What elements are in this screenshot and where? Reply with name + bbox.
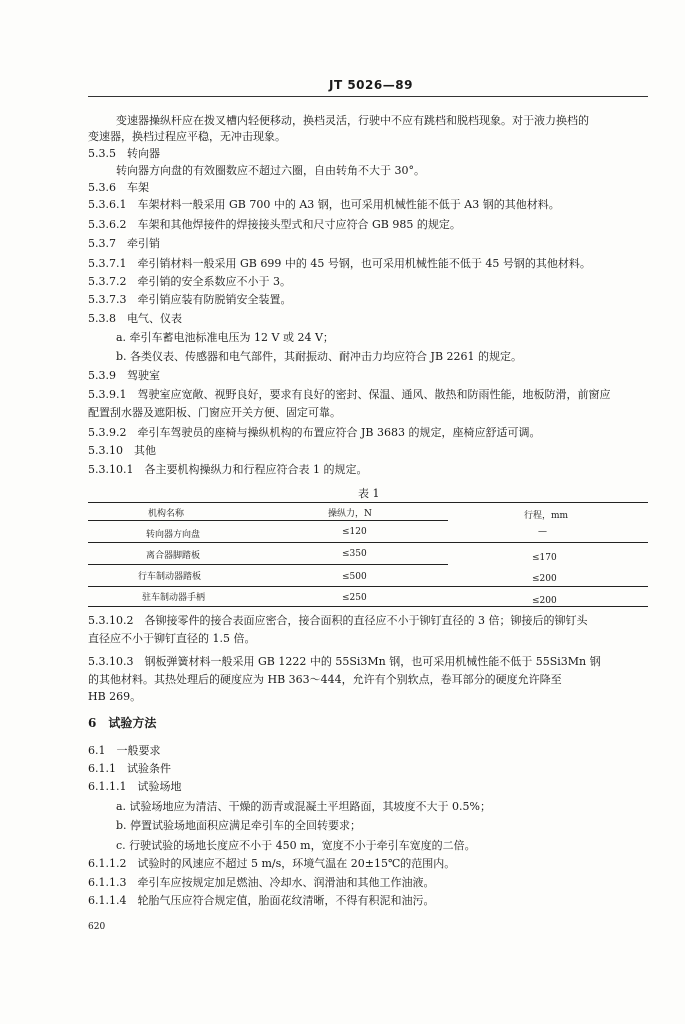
list-item: a. 牵引车蓄电池标准电压为 12 V 或 24 V； [116, 331, 334, 344]
table-rule [88, 606, 648, 607]
text-line: 变速器操纵杆应在拨叉槽内轻便移动，换档灵活，行驶中不应有跳档和脱档现象。对于液力换档的 [116, 114, 589, 127]
section-heading: 5.3.7 牵引销 [88, 237, 160, 250]
text-line: HB 269。 [88, 690, 142, 703]
clause: 5.3.9.1 驾驶室应宽敞、视野良好，要求有良好的密封、保温、通风、散热和防雨性能，地板防滑，前窗应 [88, 388, 611, 401]
header-rule [88, 96, 648, 97]
page-number: 620 [88, 922, 106, 932]
table-cell: 离合器脚踏板 [146, 551, 201, 561]
table-cell: 转向器方向盘 [146, 530, 201, 540]
clause: 5.3.7.3 牵引销应装有防脱销安全装置。 [88, 293, 292, 306]
table-cell: — [538, 527, 547, 537]
clause: 5.3.7.1 牵引销材料一般采用 GB 699 中的 45 号钢，也可采用机械性能不低于 45 号钢的其他材料。 [88, 257, 591, 270]
table-cell: ≤200 [532, 596, 557, 606]
table-rule [88, 520, 448, 521]
section-heading: 5.3.10 其他 [88, 444, 156, 457]
text-line: 的其他材料。其热处理后的硬度应为 HB 363～444，允许有个别软点，卷耳部分的硬度允许降至 [88, 673, 562, 686]
table-rule [88, 586, 648, 587]
clause: 5.3.10.1 各主要机构操纵力和行程应符合表 1 的规定。 [88, 463, 368, 476]
table-header: 操纵力，N [328, 509, 372, 519]
list-item: c. 行驶试验的场地长度应不小于 450 m，宽度不小于牵引车宽度的二倍。 [116, 839, 476, 852]
table-rule [88, 564, 448, 565]
text-line: 配置刮水器及遮阳板、门窗应开关方便、固定可靠。 [88, 406, 341, 419]
clause: 5.3.9.2 牵引车驾驶员的座椅与操纵机构的布置应符合 JB 3683 的规定，座椅应舒适可调。 [88, 426, 541, 439]
table-rule [88, 502, 648, 503]
section-heading: 6.1.1.1 试验场地 [88, 780, 182, 793]
clause: 6.1.1.3 牵引车应按规定加足燃油、冷却水、润滑油和其他工作油液。 [88, 876, 435, 889]
table-header: 行程，mm [524, 511, 569, 521]
clause: 5.3.10.2 各铆接零件的接合表面应密合，接合面积的直径应不小于铆钉直径的 3 倍；铆接后的铆钉头 [88, 614, 588, 627]
table-cell: 驻车制动器手柄 [142, 593, 206, 603]
list-item: b. 停置试验场地面积应满足牵引车的全回转要求； [116, 819, 362, 832]
text-line: 变速器，换档过程应平稳，无冲击现象。 [88, 130, 286, 143]
section-heading: 5.3.8 电气、仪表 [88, 312, 182, 325]
section-heading: 5.3.9 驾驶室 [88, 369, 160, 382]
clause: 5.3.6.1 车架材料一般采用 GB 700 中的 A3 钢，也可采用机械性能不低于 A3 钢的其他材料。 [88, 198, 560, 211]
clause: 5.3.10.3 钢板弹簧材料一般采用 GB 1222 中的 55Si3Mn 钢，也可采用机械性能不低于 55Si3Mn 钢 [88, 655, 601, 668]
table-cell: ≤170 [532, 553, 557, 563]
table-title: 表 1 [358, 487, 380, 500]
standard-code-header: JT 5026—89 [329, 78, 413, 92]
table-cell: ≤500 [342, 572, 367, 582]
list-item: b. 各类仪表、传感器和电气部件，其耐振动、耐冲击力均应符合 JB 2261 的规定。 [116, 350, 523, 363]
list-item: a. 试验场地应为清洁、干燥的沥青或混凝土平坦路面，其坡度不大于 0.5%； [116, 800, 491, 813]
chapter-heading: 6 试验方法 [88, 716, 157, 730]
clause: 6.1.1.4 轮胎气压应符合规定值，胎面花纹清晰，不得有积泥和油污。 [88, 894, 435, 907]
table-cell: ≤120 [342, 527, 367, 537]
section-heading: 5.3.5 转向器 [88, 147, 160, 160]
clause: 5.3.6.2 车架和其他焊接件的焊接接头型式和尺寸应符合 GB 985 的规定。 [88, 218, 461, 231]
table-cell: ≤250 [342, 593, 367, 603]
table-cell: ≤200 [532, 574, 557, 584]
text-line: 直径应不小于铆钉直径的 1.5 倍。 [88, 632, 256, 645]
text-line: 转向器方向盘的有效圈数应不超过六圈，自由转角不大于 30°。 [116, 164, 425, 177]
table-header: 机构名称 [148, 509, 185, 519]
table-rule [88, 542, 648, 543]
section-heading: 6.1.1 试验条件 [88, 762, 171, 775]
section-heading: 5.3.6 车架 [88, 181, 149, 194]
clause: 6.1.1.2 试验时的风速应不超过 5 m/s，环境气温在 20±15℃的范围内。 [88, 857, 456, 870]
table-cell: 行车制动器踏板 [138, 572, 202, 582]
table-cell: ≤350 [342, 549, 367, 559]
clause: 5.3.7.2 牵引销的安全系数应不小于 3。 [88, 275, 291, 288]
section-heading: 6.1 一般要求 [88, 744, 161, 757]
